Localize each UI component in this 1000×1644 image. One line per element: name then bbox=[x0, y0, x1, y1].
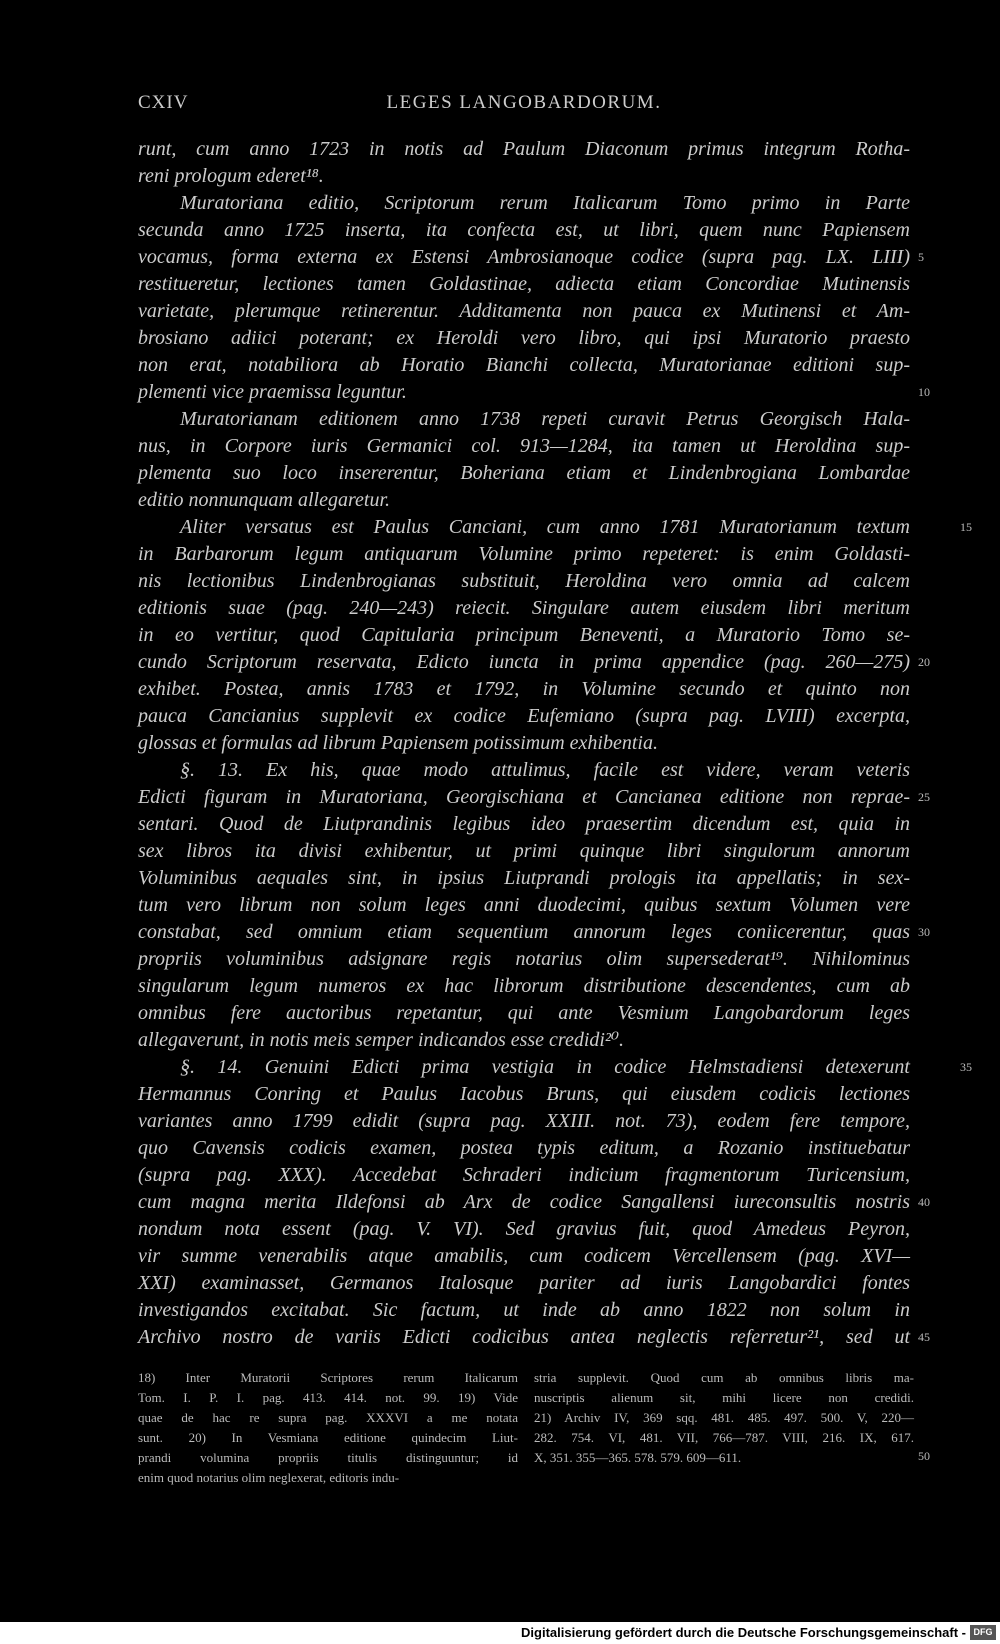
text-line bbox=[138, 433, 910, 460]
text-line bbox=[138, 298, 910, 325]
footnotes-left-column bbox=[138, 1368, 518, 1488]
line-number: 25 bbox=[918, 790, 930, 804]
line-text: sentari. Quod de Liutprandinis legibus ideo praesertim dicendum est, quia in bbox=[138, 813, 910, 835]
footnote-line: Tom. I. P. I. pag. 413. 414. not. 99. 19) Vide bbox=[138, 1390, 518, 1405]
line-text: varietate, plerumque retinerentur. Additamenta non pauca ex Mutinensi et Am- bbox=[138, 300, 910, 322]
footnote-line: sunt. 20) In Vesmiana editione quindecim Liut- bbox=[138, 1430, 518, 1445]
text-line bbox=[138, 1324, 930, 1351]
line-text: omnibus fere auctoribus repetantur, qui ante Vesmium Langobardorum leges bbox=[138, 1002, 910, 1024]
page-number: CXIV bbox=[138, 92, 189, 113]
line-number: 20 bbox=[918, 655, 930, 669]
text-line bbox=[138, 136, 910, 163]
text-line bbox=[138, 406, 910, 433]
line-text: exhibet. Postea, annis 1783 et 1792, in Volumine secundo et quinto non bbox=[138, 678, 910, 700]
line-text: secunda anno 1725 inserta, ita confecta est, ut libri, quem nunc Papiensem bbox=[138, 219, 910, 241]
line-text: reni prologum ederet¹⁸. bbox=[138, 165, 324, 187]
text-line bbox=[138, 379, 930, 406]
footnotes-right-column bbox=[534, 1368, 914, 1468]
line-text: brosiano adiici poterant; ex Heroldi vero libro, qui ipsi Muratorio praesto bbox=[138, 327, 910, 349]
line-text: quo Cavensis codicis examen, postea typis editum, a Rozanio instituebatur bbox=[138, 1137, 910, 1159]
line-text: Archivo nostro de variis Edicti codicibus antea neglectis referretur²¹, sed ut bbox=[138, 1326, 910, 1348]
line-text: Edicti figuram in Muratoriana, Georgischiana et Cancianea editione non reprae- bbox=[138, 786, 910, 808]
text-line bbox=[138, 163, 910, 190]
text-line bbox=[138, 622, 910, 649]
line-text: vir summe venerabilis atque amabilis, cum codicem Vercellensem (pag. XVI— bbox=[138, 1245, 910, 1267]
text-line bbox=[138, 811, 910, 838]
text-line bbox=[138, 1000, 910, 1027]
footnote-line: X, 351. 355—365. 578. 579. 609—611. bbox=[534, 1450, 742, 1465]
line-text: nus, in Corpore iuris Germanici col. 913—1284, ita tamen ut Heroldina sup- bbox=[138, 435, 910, 457]
text-line bbox=[138, 460, 910, 487]
line-number-footnotes: 50 bbox=[918, 1449, 930, 1463]
text-line bbox=[138, 649, 930, 676]
line-text: investigandos excitabat. Sic factum, ut inde ab anno 1822 non solum in bbox=[138, 1299, 910, 1321]
line-text: Aliter versatus est Paulus Canciani, cum anno 1781 Muratorianum textum bbox=[180, 516, 910, 538]
text-line bbox=[138, 1054, 972, 1081]
text-line bbox=[138, 703, 910, 730]
funding-credit: Digitalisierung gefördert durch die Deutsche Forschungsgemeinschaft - bbox=[521, 1625, 966, 1640]
text-line bbox=[138, 1081, 910, 1108]
line-text: plementi vice praemissa leguntur. bbox=[138, 381, 407, 403]
text-line bbox=[138, 1108, 910, 1135]
dfg-logo: DFG bbox=[970, 1625, 996, 1640]
text-line bbox=[138, 541, 910, 568]
line-text: non erat, notabiliora ab Horatio Bianchi collecta, Muratorianae editioni sup- bbox=[138, 354, 910, 376]
text-line bbox=[138, 973, 910, 1000]
line-text: restitueretur, lectiones tamen Goldastinae, adiecta etiam Concordiae Mutinensis bbox=[138, 273, 910, 295]
text-line bbox=[138, 1243, 910, 1270]
text-line bbox=[138, 244, 924, 271]
footnote-line: 282. 754. VI, 481. VII, 766—787. VIII, 216. IX, 617. bbox=[534, 1430, 914, 1445]
line-text: runt, cum anno 1723 in notis ad Paulum Diaconum primus integrum Rotha- bbox=[138, 138, 910, 160]
line-text: nondum nota essent (pag. V. VI). Sed gravius fuit, quod Amedeus Peyron, bbox=[138, 1218, 910, 1240]
line-text: in Barbarorum legum antiquarum Volumine primo repeteret: is enim Goldasti- bbox=[138, 543, 910, 565]
text-line bbox=[138, 1027, 910, 1054]
line-number: 5 bbox=[918, 250, 924, 264]
text-line bbox=[138, 1270, 910, 1297]
line-number: 15 bbox=[960, 520, 972, 534]
line-text: Hermannus Conring et Paulus Iacobus Bruns, qui eiusdem codicis lectiones bbox=[138, 1083, 910, 1105]
line-number: 35 bbox=[960, 1060, 972, 1074]
text-line bbox=[138, 190, 910, 217]
line-text: cum magna merita Ildefonsi ab Arx de codice Sangallensi iureconsultis nostris bbox=[138, 1191, 910, 1213]
text-line bbox=[138, 568, 910, 595]
text-line bbox=[138, 946, 910, 973]
line-text: cundo Scriptorum reservata, Edicto iuncta in prima appendice (pag. 260—275) bbox=[138, 651, 910, 673]
text-line bbox=[138, 514, 972, 541]
text-line bbox=[138, 352, 910, 379]
line-text: plementa suo loco insererentur, Boheriana etiam et Lindenbrogiana Lombardae bbox=[138, 462, 910, 484]
text-line bbox=[138, 730, 910, 757]
line-text: Muratoriana editio, Scriptorum rerum Italicarum Tomo primo in Parte bbox=[180, 192, 910, 214]
line-text: variantes anno 1799 edidit (supra pag. XXIII. not. 73), eodem fere tempore, bbox=[138, 1110, 910, 1132]
line-text: singularum legum numeros ex hac librorum distributione descendentes, cum ab bbox=[138, 975, 910, 997]
text-line bbox=[138, 1189, 930, 1216]
footnote-line: prandi volumina propriis titulis distinguuntur; id bbox=[138, 1450, 518, 1465]
line-text: Voluminibus aequales sint, in ipsius Liutprandi prologis ita appellatis; in sex- bbox=[138, 867, 910, 889]
line-text: (supra pag. XXX). Accedebat Schraderi indicium fragmentorum Turicensium, bbox=[138, 1164, 910, 1186]
text-line bbox=[138, 865, 910, 892]
text-line bbox=[138, 838, 910, 865]
text-line bbox=[138, 892, 910, 919]
main-text bbox=[138, 136, 972, 1351]
text-line bbox=[138, 1297, 910, 1324]
running-title: LEGES LANGOBARDORUM. bbox=[386, 92, 662, 113]
footnote-line: enim quod notarius olim neglexerat, editoris indu- bbox=[138, 1470, 400, 1485]
text-line bbox=[138, 1216, 910, 1243]
text-line bbox=[138, 595, 910, 622]
text-line bbox=[138, 487, 910, 514]
text-line bbox=[138, 676, 910, 703]
text-line bbox=[138, 325, 910, 352]
line-number: 45 bbox=[918, 1330, 930, 1344]
text-line bbox=[138, 1162, 910, 1189]
line-text: §. 13. Ex his, quae modo attulimus, facile est videre, veram veteris bbox=[180, 759, 910, 781]
line-text: editionis suae (pag. 240—243) reiecit. Singulare autem eiusdem libri meritum bbox=[138, 597, 910, 619]
line-number: 40 bbox=[918, 1195, 930, 1209]
line-text: vocamus, forma externa ex Estensi Ambrosianoque codice (supra pag. LX. LIII) bbox=[138, 246, 910, 268]
line-text: pauca Cancianius supplevit ex codice Eufemiano (supra pag. LVIII) excerpta, bbox=[138, 705, 910, 727]
line-text: allegaverunt, in notis meis semper indicandos esse credidi²⁰. bbox=[138, 1029, 624, 1051]
line-text: XXI) examinasset, Germanos Italosque pariter ad iuris Langobardici fontes bbox=[138, 1272, 910, 1294]
line-number: 30 bbox=[918, 925, 930, 939]
footnote-line: quae de hac re supra pag. XXXVI a me notata bbox=[138, 1410, 518, 1425]
line-number: 10 bbox=[918, 385, 930, 399]
footnote-line: 21) Archiv IV, 369 sqq. 481. 485. 497. 500. V, 220— bbox=[534, 1410, 914, 1425]
line-text: §. 14. Genuini Edicti prima vestigia in codice Helmstadiensi detexerunt bbox=[180, 1056, 910, 1078]
text-line bbox=[138, 1135, 910, 1162]
footnote-line: stria supplevit. Quod cum ab omnibus libris ma- bbox=[534, 1370, 914, 1385]
footnote-line: nuscriptis alienum sit, mihi licere non credidi. bbox=[534, 1390, 914, 1405]
line-text: glossas et formulas ad librum Papiensem potissimum exhibentia. bbox=[138, 732, 658, 754]
line-text: Muratorianam editionem anno 1738 repeti curavit Petrus Georgisch Hala- bbox=[180, 408, 910, 430]
running-header bbox=[138, 92, 910, 122]
line-text: in eo vertitur, quod Capitularia principum Beneventi, a Muratorio Tomo se- bbox=[138, 624, 910, 646]
text-line bbox=[138, 271, 910, 298]
footnote-line: 18) Inter Muratorii Scriptores rerum Italicarum bbox=[138, 1370, 518, 1385]
footer-bar bbox=[0, 1622, 1000, 1644]
line-text: tum vero librum non solum leges anni duodecimi, quibus sextum Volumen vere bbox=[138, 894, 910, 916]
line-text: editio nonnunquam allegaretur. bbox=[138, 489, 391, 511]
text-line bbox=[138, 784, 930, 811]
text-line bbox=[138, 217, 910, 244]
text-line bbox=[138, 919, 930, 946]
line-text: sex libros ita divisi exhibentur, ut primi quinque libri singulorum annorum bbox=[138, 840, 910, 862]
line-text: propriis voluminibus adsignare regis notarius olim supersederat¹⁹. Nihilominus bbox=[138, 948, 910, 970]
line-text: constabat, sed omnium etiam sequentium annorum leges coniicerentur, quas bbox=[138, 921, 910, 943]
text-line bbox=[138, 757, 910, 784]
line-text: nis lectionibus Lindenbrogianas substituit, Heroldina vero omnia ad calcem bbox=[138, 570, 910, 592]
